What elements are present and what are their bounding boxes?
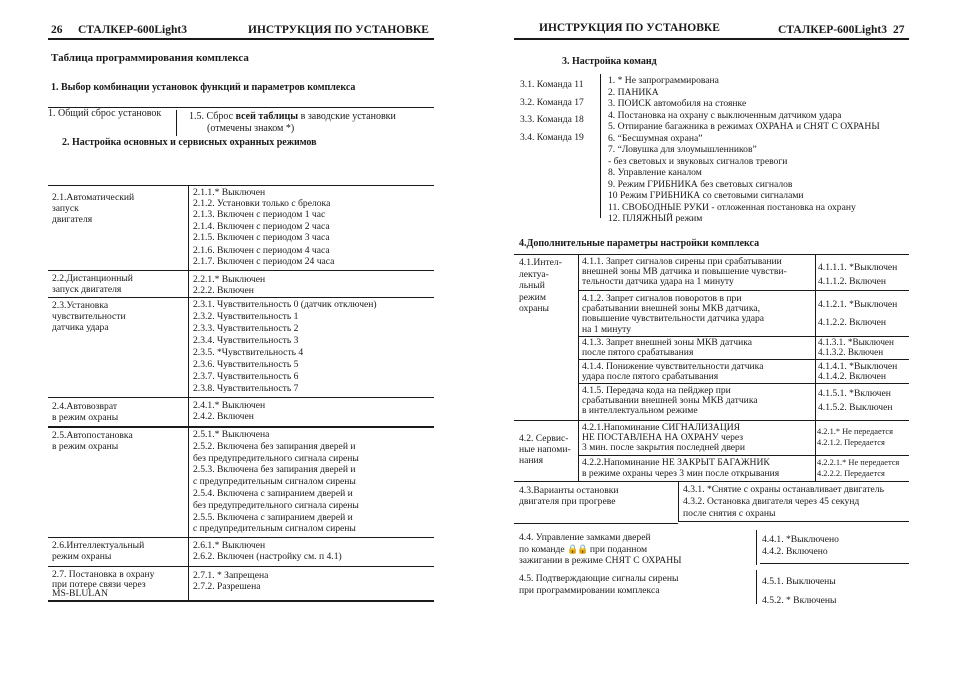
g42-label: 4.2. Сервис- ные напоми- нания [519,433,571,467]
left-header-title: ИНСТРУКЦИЯ ПО УСТАНОВКЕ [248,24,429,36]
command-options: 1. * Не запрограммирована 2. ПАНИКА 3. ПОИСК автомобиля на стоянке 4. Постановка на охрану с выключенным датчиком удара 5. Отпирание багажника в режимах ОХРАНА и СНЯТ С ОХРАНЫ 6. “Бесшумная охрана” 7. “Ловушка для злоумышленников” - без световых и звуковых сигналов тревоги 8. Управление каналом 9. Режим ГРИБНИКА без световых сигналов 10 Режим ГРИБНИКА со световыми сигналами 11. СВОБОДНЫЕ РУКИ - отложенная постановка на охрану 12. ПЛЯЖНЫЙ режим [608,75,880,224]
row-2-1-label: 2.1.Автоматический запуск двигателя [52,192,135,226]
row-2-5-options: 2.5.1.* Выключена 2.5.2. Включена без запирания дверей и без предупредительного сигнала сирены 2.5.3. Включена без запирания дверей и с предупредительным сигналом сирены 2.5.4. Включена с запиранием дверей и без предупредительного сигнала сирены 2.5.5. Включена с запиранием дверей и с предупредительным сигналом сирены [193,429,359,535]
rule [578,455,909,456]
g41-4-opts: 4.1.4.1. *Выключен 4.1.4.2. Включен [818,361,898,383]
rule [600,74,601,218]
row-2-7-label: 2.7. Постановка в охрану при потере связи через MS-BLULAN [52,569,155,599]
g42-2-opts: 4.2.2.1.* Не передается 4.2.2.2. Передается [817,458,900,478]
row-2-2-label: 2.2.Дистанционный запуск двигателя [52,273,133,296]
g41-5-desc: 4.1.5. Передача кода на пейджер при срабатывании внешней зоны МКВ датчика в интеллектуальном режиме [582,385,758,417]
rule [176,110,177,136]
rule [815,254,816,481]
rule [48,537,434,538]
right-header-rule [514,38,909,40]
rule [578,383,909,384]
rule [578,290,909,291]
right-header-title: ИНСТРУКЦИЯ ПО УСТАНОВКЕ [539,22,720,34]
rule [48,185,434,186]
rule [756,530,757,565]
commands-list: 3.1. Команда 11 3.2. Команда 17 3.3. Команда 18 3.4. Команда 19 [520,79,584,143]
g43-label: 4.3.Варианты остановки двигателя при прогреве [519,485,619,508]
row-2-3-options: 2.3.1. Чувствительность 0 (датчик отключен) 2.3.2. Чувствительность 1 2.3.3. Чувствительность 2 2.3.4. Чувствительность 3 2.3.5. *Чувствительность 4 2.3.6. Чувствительность 5 2.3.7. Чувствительность 6 2.3.8. Чувствительность 7 [193,299,377,394]
g41-4-desc: 4.1.4. Понижение чувствительности датчика удара после пятого срабатывания [582,361,764,383]
g41-1-desc: 4.1.1. Запрет сигналов сирены при срабатывании внешней зоны МВ датчика и повышение чувстви- тельности датчика удара на 1 минуту [582,256,787,288]
lock-icon: 🔒🔒 [567,543,588,554]
left-brand: СТАЛКЕР-600Light3 [78,24,187,36]
rule [48,270,434,271]
g41-3-desc: 4.1.3. Запрет внешней зоны МКВ датчика после пятого срабатывания [582,337,752,359]
g42-2-desc: 4.2.2.Напоминание НЕ ЗАКРЫТ БАГАЖНИК в режиме охраны через 3 мин после открывания [582,457,780,479]
rule [514,420,909,421]
rule [578,254,579,481]
page-title: Таблица программирования комплекса [51,52,249,64]
g44-label: 4.4. Управление замками дверей по команде 🔒🔒 при поданном зажигании в режиме СНЯТ С ОХРАНЫ [519,532,682,566]
rule [756,570,757,604]
rule [48,397,434,398]
g43-opts: 4.3.1. *Снятие с охраны останавливает двигатель 4.3.2. Остановка двигателя через 45 секунд после снятия с охраны [683,484,884,519]
row-2-7-options: 2.7.1. * Запрещена 2.7.2. Разрешена [193,570,269,593]
section1-heading: 1. Выбор комбинации установок функций и параметров комплекса [51,82,356,93]
rule [514,254,909,255]
row-2-5-label: 2.5.Автопостановка в режим охраны [52,430,133,453]
rule [48,566,434,567]
section3-heading: 3. Настройка команд [562,56,657,67]
rule [514,523,678,524]
section4-heading: 4.Дополнительные параметры настройки комплекса [519,238,760,249]
rule [678,481,679,521]
g41-2-opts: 4.1.2.1. *Выключен 4.1.2.2. Включен [818,299,898,328]
right-brand: СТАЛКЕР-600Light3 [778,24,887,36]
row-2-6-options: 2.6.1.* Выключен 2.6.2. Включен (настройку см. п 4.1) [193,540,342,563]
row-2-3-label: 2.3.Установка чувствительности датчика удара [52,300,126,334]
section2-heading: 2. Настройка основных и сервисных охранных режимов [62,137,317,148]
row-2-1-options: 2.1.1.* Выключен 2.1.2. Установки только с брелока 2.1.3. Включен с периодом 1 час 2.1.4. Включен с периодом 2 часа 2.1.5. Включен с периодом 3 часа 2.1.6. Включен с периодом 4 часа 2.1.7. Включен с периодом 24 часа [193,187,335,268]
rule [760,563,909,564]
rule [48,426,434,428]
rule [48,600,434,602]
reset-label: 1. Общий сброс установок [48,108,162,119]
g41-5-opts: 4.1.5.1. *Включен 4.1.5.2. Выключен [818,388,893,413]
g45-opts: 4.5.1. Выключены 4.5.2. * Включены [762,576,837,606]
g41-label: 4.1.Интел- лектуа- льный режим охраны [519,257,562,314]
g42-1-opts: 4.2.1.* Не передается 4.2.1.2. Передается [817,427,894,447]
rule [678,521,909,522]
g41-2-desc: 4.1.2. Запрет сигналов поворотов в при срабатывании внешней зоны МКВ датчика, повышение чувствительности датчика удара на 1 минуту [582,293,765,335]
g41-3-opts: 4.1.3.1. *Выключен 4.1.3.2. Включен [818,337,894,357]
reset-option-note: (отмечены знаком *) [207,123,295,134]
row-2-6-label: 2.6.Интеллектуальный режим охраны [52,540,145,563]
g42-1-desc: 4.2.1.Напоминание СИГНАЛИЗАЦИЯ НЕ ПОСТАВЛЕНА НА ОХРАНУ через 3 мин. после закрытия последней двери [582,422,745,454]
left-page-number: 26 [51,24,63,36]
g44-opts: 4.4.1. *Выключено 4.4.2. Включено [762,534,839,557]
g41-1-opts: 4.1.1.1. *Выключен 4.1.1.2. Включен [818,262,898,287]
rule [188,185,189,600]
reset-option: 1.5. Сброс всей таблицы в заводские установки [189,111,396,122]
g45-label: 4.5. Подтверждающие сигналы сирены при программировании комплекса [519,573,679,596]
row-2-4-options: 2.4.1.* Выключен 2.4.2. Включен [193,400,266,423]
rule [578,359,909,360]
left-header-rule [48,38,434,40]
right-page-number: 27 [893,24,905,36]
row-2-4-label: 2.4.Автовозврат в режим охраны [52,401,119,424]
row-2-2-options: 2.2.1.* Выключен 2.2.2. Включен [193,274,266,297]
rule [514,481,909,482]
rule [48,297,434,298]
